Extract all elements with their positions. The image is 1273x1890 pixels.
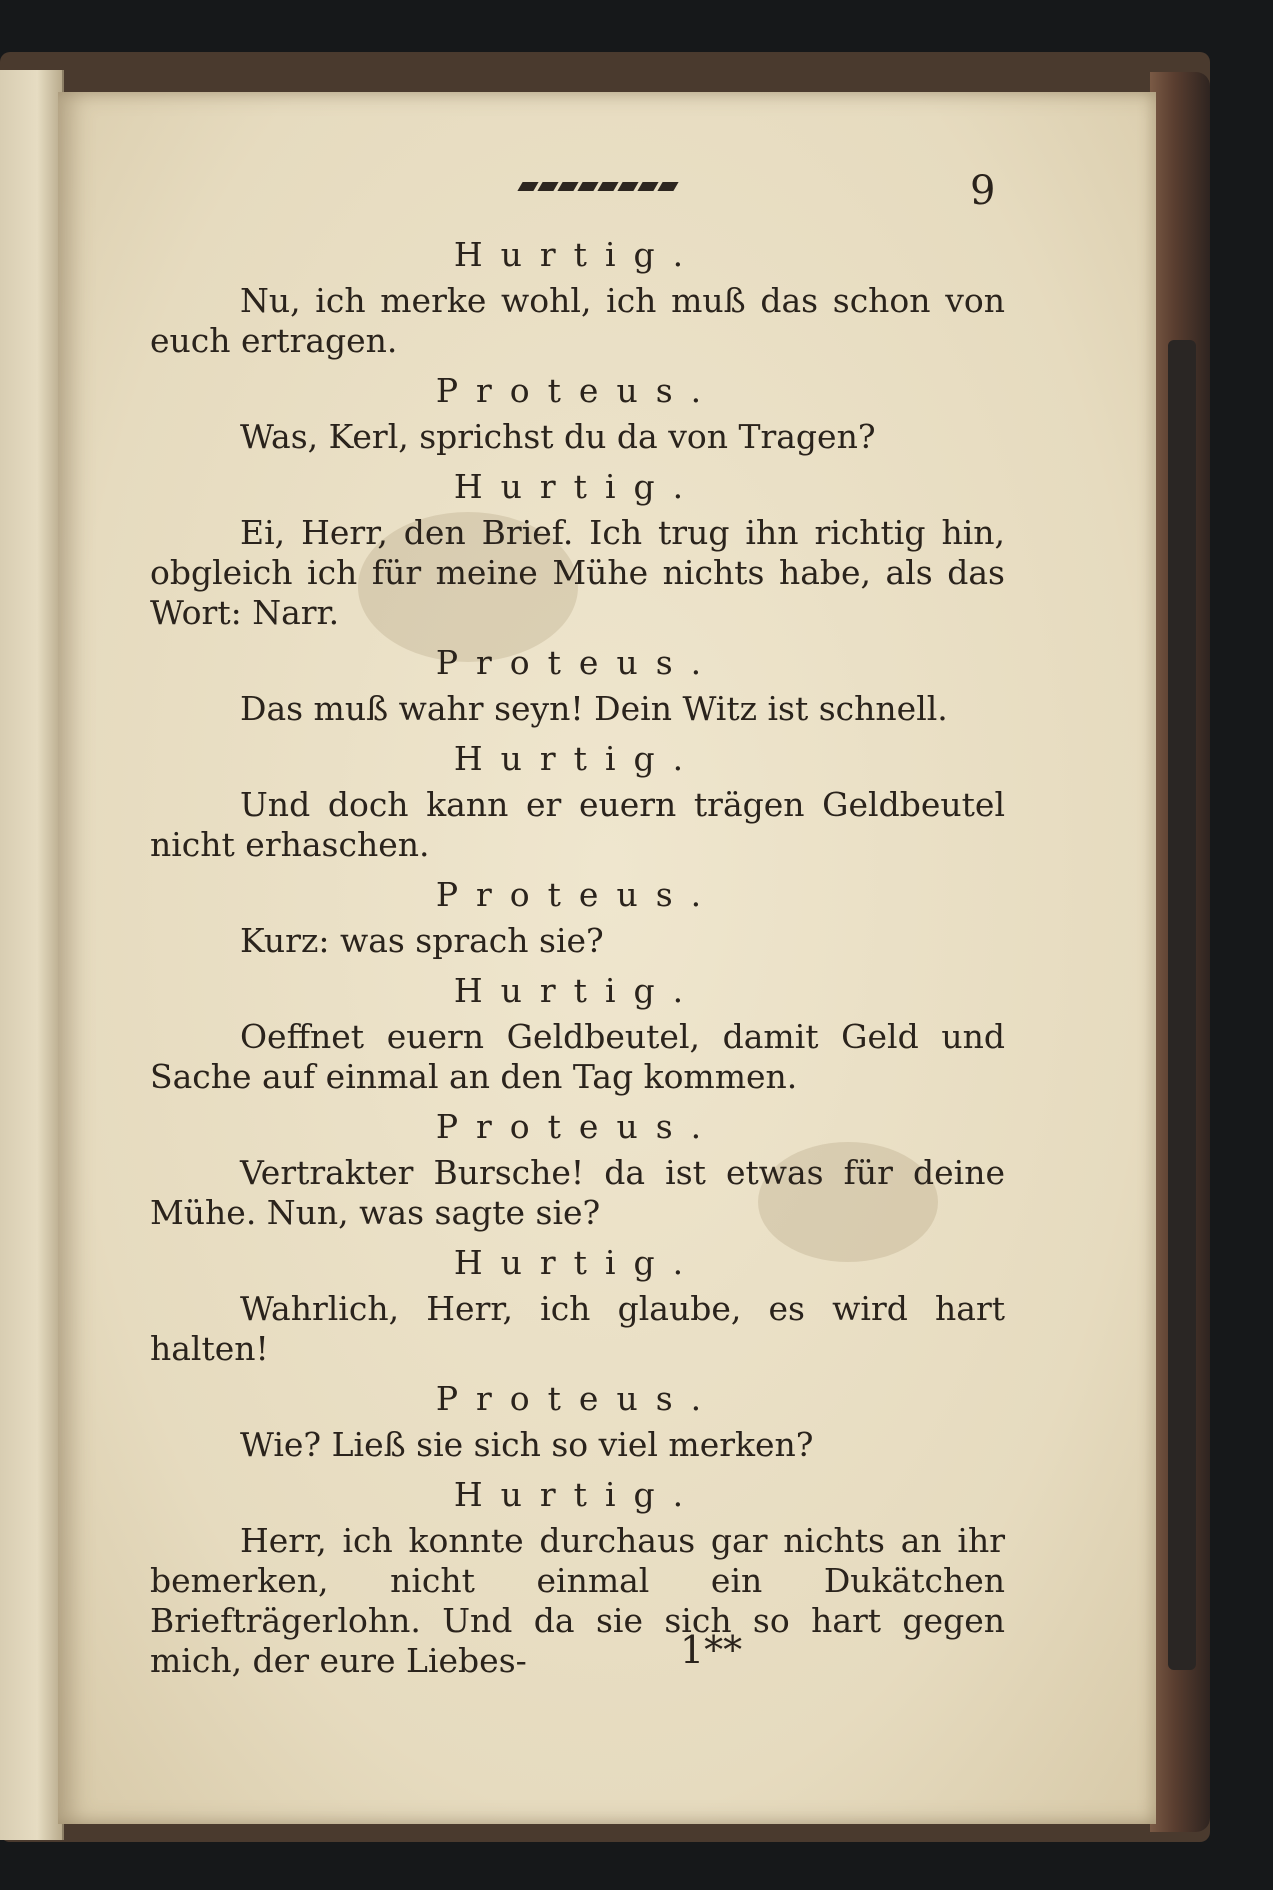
speech-text: Vertrakter Bursche! da ist etwas für deine Mühe. Nun, was sagte sie? — [150, 1153, 1005, 1232]
page-number: 9 — [970, 168, 996, 214]
speaker-name: Proteus. — [435, 1107, 720, 1146]
header-ornament — [520, 178, 680, 194]
speech-text: Das muß wahr seyn! Dein Witz ist schnell. — [240, 689, 948, 728]
speaker-name: Hurtig. — [453, 971, 702, 1010]
speech-text: Was, Kerl, sprichst du da von Tragen? — [240, 417, 876, 456]
speaker-name: Hurtig. — [453, 1475, 702, 1514]
speaker-name: Proteus. — [435, 875, 720, 914]
speech-text: Und doch kann er euern trägen Geldbeutel nicht erhaschen. — [150, 785, 1005, 864]
speaker-name: Hurtig. — [453, 1243, 702, 1282]
printer-signature: 1** — [680, 1628, 743, 1672]
speech-text: Herr, ich konnte durchaus gar nichts an ihr bemerken, nicht einmal ein Dukätchen Briefträgerlohn. Und da sie sich so hart gegen mich, der eure Liebes- — [150, 1521, 1005, 1680]
speech-text: Wie? Ließ sie sich so viel merken? — [240, 1425, 814, 1464]
speaker-name: Proteus. — [435, 1379, 720, 1418]
dialogue-text — [150, 225, 1005, 1689]
speaker-name: Proteus. — [435, 371, 720, 410]
book-cover-spine — [1168, 340, 1196, 1670]
speech-text: Kurz: was sprach sie? — [240, 921, 604, 960]
speech-text: Wahrlich, Herr, ich glaube, es wird hart halten! — [150, 1289, 1005, 1368]
speech-text: Nu, ich merke wohl, ich muß das schon von euch ertragen. — [150, 281, 1005, 360]
speaker-name: Hurtig. — [453, 467, 702, 506]
speaker-name: Hurtig. — [453, 235, 702, 274]
speaker-name: Hurtig. — [453, 739, 702, 778]
speech-text: Ei, Herr, den Brief. Ich trug ihn richtig hin, obgleich ich für meine Mühe nichts habe, als das Wort: Narr. — [150, 513, 1005, 632]
left-page-edge — [0, 70, 64, 1840]
speech-text: Oeffnet euern Geldbeutel, damit Geld und Sache auf einmal an den Tag kommen. — [150, 1017, 1005, 1096]
speaker-name: Proteus. — [435, 643, 720, 682]
